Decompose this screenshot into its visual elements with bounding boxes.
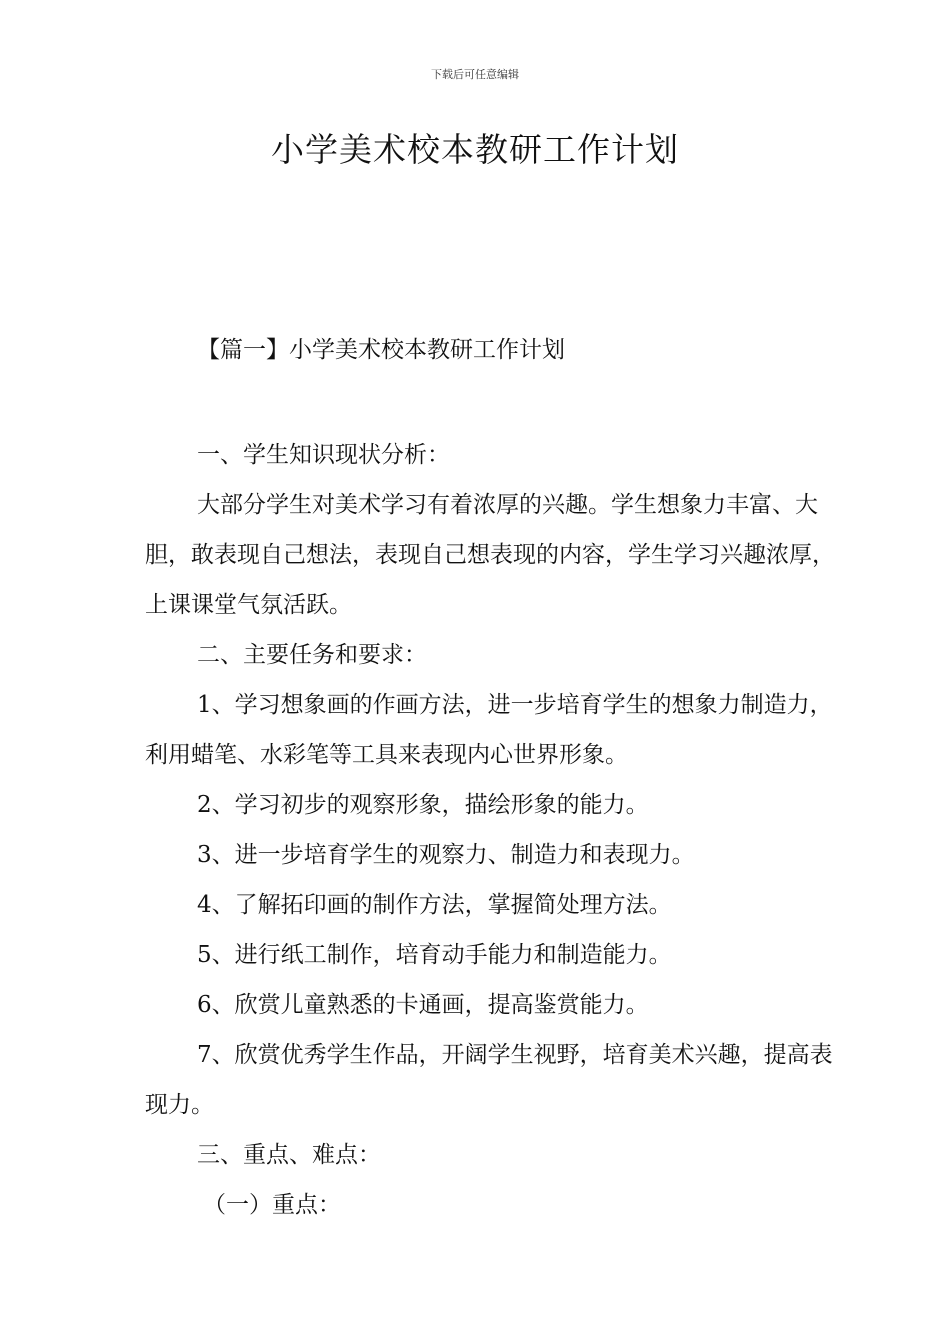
document-title: 小学美术校本教研工作计划 — [271, 130, 679, 169]
list-item: 5、进行纸工制作，培育动手能力和制造能力。 — [197, 942, 672, 968]
list-item: 1、学习想象画的作画方法，进一步培育学生的想象力制造力，利用蜡笔、水彩笔等工具来表现内心世界形象。 — [145, 692, 833, 768]
paragraph: 大部分学生对美术学习有着浓厚的兴趣。学生想象力丰富、大胆，敢表现自己想法，表现自己想表现的内容，学生学习兴趣浓厚，上课课堂气氛活跃。 — [145, 492, 835, 618]
paragraph-heading-3: 三、重点、难点： — [197, 1142, 381, 1168]
paragraph-heading-2: 二、主要任务和要求： — [197, 642, 427, 668]
header-note: 下载后可任意编辑 — [431, 68, 519, 81]
list-item: 2、学习初步的观察形象，描绘形象的能力。 — [197, 792, 649, 818]
list-item: 6、欣赏儿童熟悉的卡通画，提高鉴赏能力。 — [197, 992, 649, 1018]
list-item: 7、欣赏优秀学生作品，开阔学生视野，培育美术兴趣，提高表现力。 — [145, 1042, 833, 1118]
list-item: 3、进一步培育学生的观察力、制造力和表现力。 — [197, 842, 695, 868]
sub-heading: （一）重点： — [203, 1192, 341, 1218]
list-item: 4、了解拓印画的制作方法，掌握简处理方法。 — [197, 892, 672, 918]
section-heading: 【篇一】小学美术校本教研工作计划 — [197, 337, 565, 363]
paragraph-heading-1: 一、学生知识现状分析： — [197, 442, 450, 468]
body-text — [145, 430, 845, 1230]
